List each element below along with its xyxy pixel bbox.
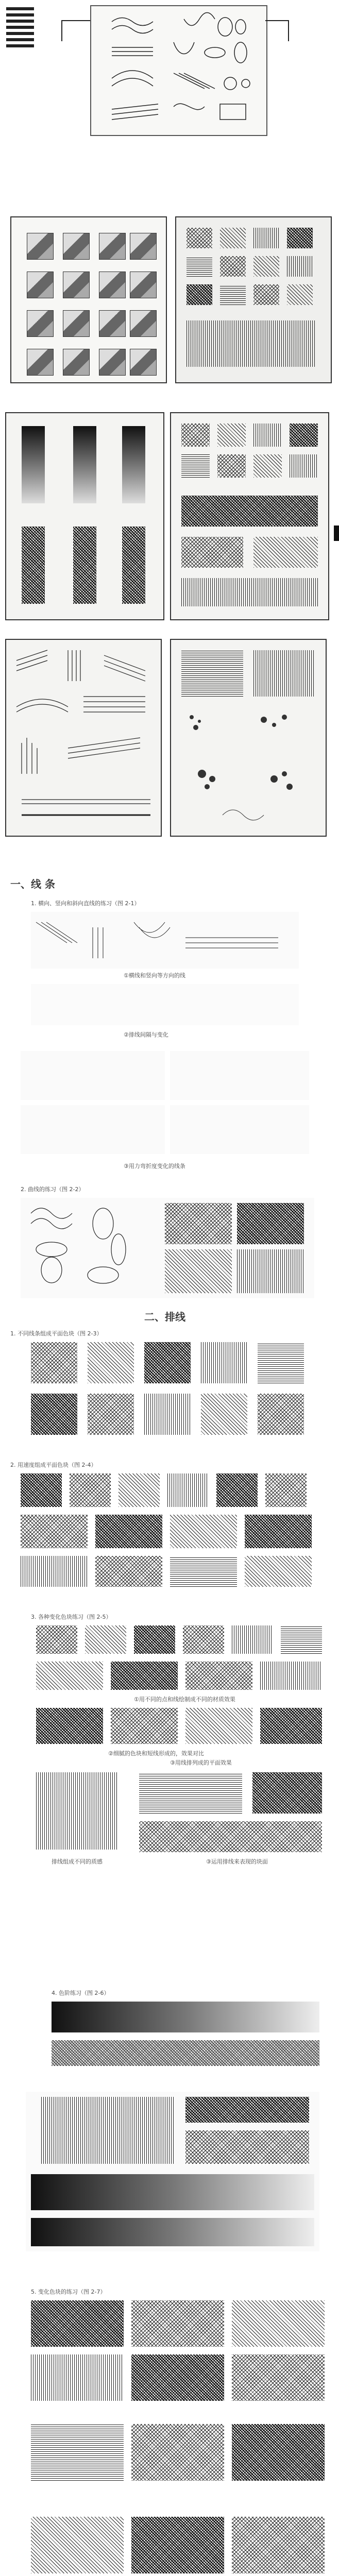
cube-sketch xyxy=(130,272,157,298)
patch-swatch xyxy=(134,1625,175,1654)
value-scale-bar xyxy=(52,2040,319,2066)
caption-5e: ③运用排线来表现的块面 xyxy=(206,1858,268,1865)
curve-texture-swatch xyxy=(237,1249,304,1293)
hatch-swatch xyxy=(187,256,212,277)
cube-sketch xyxy=(130,349,157,376)
texture-swatch xyxy=(253,650,315,697)
patch-swatch xyxy=(131,2517,224,2573)
cube-sketch xyxy=(63,349,90,376)
varied-patch-grid xyxy=(36,1625,325,1976)
patch-swatch xyxy=(131,2354,224,2401)
value-strip xyxy=(122,527,145,604)
curve-texture-swatch xyxy=(165,1203,232,1244)
value-strip xyxy=(73,527,96,604)
patch-swatch xyxy=(131,2424,224,2481)
dense-lines-sketch-2 xyxy=(170,1051,309,1100)
patch-swatch xyxy=(232,2300,325,2347)
value-bar xyxy=(41,2097,175,2164)
patch-swatch xyxy=(232,2424,325,2481)
curve-texture-swatch xyxy=(165,1249,232,1293)
cube-sketch xyxy=(99,272,126,298)
patch-swatch xyxy=(216,1473,258,1507)
lines-section xyxy=(0,876,339,1303)
patch-swatch xyxy=(144,1394,191,1435)
dot-sketches xyxy=(171,702,326,836)
caption-lines-exercise: 1. 横向、竖向和斜向直线的练习（图 2-1） xyxy=(31,900,140,907)
dense-lines-sketch-4 xyxy=(170,1105,309,1154)
caption-5c: ③用线排列成的平面效果 xyxy=(170,1759,232,1766)
value-bar xyxy=(185,2097,309,2123)
patch-swatch xyxy=(185,1708,252,1744)
patch-swatch xyxy=(167,1473,209,1507)
curve-texture-swatch xyxy=(237,1203,304,1244)
cube-sketch xyxy=(99,349,126,376)
hatch-swatch xyxy=(287,284,313,305)
texture-swatch xyxy=(253,454,282,478)
plate-4-line-exercises xyxy=(0,639,339,845)
direction-lines xyxy=(31,912,299,969)
hatch-swatch xyxy=(187,284,212,305)
caption-1c: ③用力弯折度变化的线条 xyxy=(124,1163,185,1170)
value-strip xyxy=(73,426,96,503)
texture-swatch xyxy=(181,496,318,527)
value-strip xyxy=(122,426,145,503)
curves-sketch xyxy=(21,1198,314,1298)
varied-patches-2-section xyxy=(0,2287,339,2576)
hatch-swatch xyxy=(253,256,279,277)
caption-speed-patches: 2. 用速度组成平面色块（图 2-4） xyxy=(10,1462,97,1468)
patch-swatch xyxy=(95,1556,162,1587)
texture-swatch xyxy=(290,423,318,447)
patch-swatch xyxy=(232,2517,325,2573)
patch-swatch xyxy=(232,1625,273,1654)
hatch-grid-panel xyxy=(175,216,332,383)
patch-swatch xyxy=(170,1556,237,1587)
patch-swatch xyxy=(85,1625,126,1654)
value-bar xyxy=(31,2218,314,2246)
hatch-swatch xyxy=(187,228,212,248)
cube-sketch xyxy=(130,233,157,260)
patch-swatch xyxy=(21,1515,88,1548)
patch-swatch xyxy=(139,1772,242,1814)
patch-swatch xyxy=(139,1821,322,1852)
value-strip xyxy=(22,527,45,604)
caption-varied-patches: 3. 各种变化色块练习（图 2-5） xyxy=(31,1614,112,1620)
hatch-swatch xyxy=(187,320,315,367)
value-scale-bar xyxy=(52,2002,319,2032)
varied-patch-2-grid xyxy=(31,2300,325,2576)
patch-swatch xyxy=(21,1556,88,1587)
patch-swatch xyxy=(252,1772,322,1814)
value-strip-panel xyxy=(5,412,164,620)
patch-swatch xyxy=(201,1394,247,1435)
cube-sketch xyxy=(99,310,126,337)
caption-flat-patches: 1. 不同线条组成平面色块（图 2-3） xyxy=(10,1330,103,1337)
hatch-swatch xyxy=(220,256,246,277)
patch-swatch xyxy=(31,2354,124,2401)
texture-swatch xyxy=(253,537,318,568)
caption-varied-patches-2: 5. 变化色块的练习（图 2-7） xyxy=(31,2289,106,2295)
patch-swatch xyxy=(260,1662,322,1690)
dense-lines-sketch-3 xyxy=(21,1105,165,1154)
patch-swatch xyxy=(183,1625,224,1654)
value-strip xyxy=(22,426,45,503)
caption-1a: ①横线和竖向等方向的线 xyxy=(124,972,185,979)
line-sketches xyxy=(6,640,161,836)
section-title-hatching: 二、排线 xyxy=(144,1311,185,1323)
patch-swatch xyxy=(88,1394,134,1435)
cube-study-panel xyxy=(10,216,167,383)
cube-sketch xyxy=(63,233,90,260)
texture-swatch xyxy=(217,454,246,478)
hatch-swatch xyxy=(220,284,246,305)
patch-swatch xyxy=(70,1473,111,1507)
patch-swatch xyxy=(258,1394,304,1435)
patch-swatch xyxy=(111,1662,178,1690)
value-bar xyxy=(31,2174,314,2210)
patch-swatch xyxy=(232,2354,325,2401)
patch-swatch xyxy=(31,1394,77,1435)
caption-5d: 排线组成不同的质感 xyxy=(52,1858,103,1865)
cube-sketch xyxy=(63,310,90,337)
patch-swatch xyxy=(36,1708,103,1744)
line-direction-sketch xyxy=(31,912,299,969)
patch-swatch xyxy=(36,1772,118,1850)
flat-patch-grid xyxy=(31,1342,319,1445)
texture-swatch xyxy=(253,423,282,447)
plate-1-overview xyxy=(0,0,339,155)
cube-sketch xyxy=(99,233,126,260)
patch-swatch xyxy=(144,1342,191,1383)
caption-value-scale: 4. 色阶练习（图 2-6） xyxy=(52,1990,110,1996)
cube-sketch xyxy=(27,310,54,337)
hatch-swatch xyxy=(220,228,246,248)
patch-swatch xyxy=(111,1708,178,1744)
hatch-swatch xyxy=(253,284,279,305)
patch-swatch xyxy=(31,1342,77,1383)
patch-swatch xyxy=(260,1708,322,1744)
texture-swatch xyxy=(217,423,246,447)
hatch-swatch xyxy=(287,228,313,248)
horizontal-lines-sketch xyxy=(31,984,299,1025)
patch-swatch xyxy=(31,2517,124,2573)
dot-texture-panel xyxy=(170,639,327,837)
patch-swatch xyxy=(170,1515,237,1548)
patch-swatch xyxy=(258,1342,304,1383)
texture-swatch xyxy=(181,537,243,568)
patch-swatch xyxy=(201,1342,247,1383)
cube-sketch xyxy=(27,272,54,298)
patch-swatch xyxy=(131,2300,224,2347)
patch-swatch xyxy=(88,1342,134,1383)
texture-grid-panel xyxy=(170,412,329,620)
patch-swatch xyxy=(31,2424,124,2481)
page-edge-tab xyxy=(334,526,339,541)
texture-swatch xyxy=(290,454,318,478)
patch-swatch xyxy=(31,2300,124,2347)
section-title-lines: 一、线 条 xyxy=(10,878,55,890)
caption-5b: ②细腻的色块和短线形成的，效果对比 xyxy=(108,1750,204,1757)
texture-swatch xyxy=(181,423,210,447)
patch-swatch xyxy=(36,1625,77,1654)
plate-2-cubes-and-grid xyxy=(0,216,339,392)
value-bar xyxy=(185,2130,309,2164)
texture-swatch xyxy=(181,454,210,478)
plate-3-value-strips xyxy=(0,412,339,629)
patch-swatch xyxy=(245,1515,312,1548)
cube-sketch xyxy=(130,310,157,337)
patch-swatch xyxy=(245,1556,312,1587)
patch-swatch xyxy=(281,1625,322,1654)
varied-patches-section xyxy=(0,1613,339,1984)
cube-sketch xyxy=(27,349,54,376)
line-exercise-panel xyxy=(5,639,162,837)
cube-sketch xyxy=(63,272,90,298)
texture-swatch xyxy=(181,578,318,606)
speed-patch-grid xyxy=(21,1473,319,1592)
connector-arrows xyxy=(0,0,339,155)
hatch-swatch xyxy=(253,228,279,248)
patch-swatch xyxy=(36,1662,103,1690)
cube-sketch xyxy=(27,233,54,260)
caption-curves: 2. 曲线的练习（图 2-2） xyxy=(21,1186,84,1193)
value-scale-section xyxy=(0,1989,339,2257)
dense-lines-sketch-1 xyxy=(21,1051,165,1100)
hatching-section xyxy=(0,1309,339,1597)
hatch-swatch xyxy=(287,256,313,277)
patch-swatch xyxy=(95,1515,162,1548)
patch-swatch xyxy=(185,1662,252,1690)
patch-swatch xyxy=(265,1473,307,1507)
texture-swatch xyxy=(181,650,243,697)
patch-swatch xyxy=(118,1473,160,1507)
caption-1b: ②排线间隔与变化 xyxy=(124,1031,168,1038)
caption-5a: ①用不同的点和线绘制成不同的材质效果 xyxy=(134,1696,235,1703)
value-scale-panel xyxy=(26,2092,319,2251)
patch-swatch xyxy=(21,1473,62,1507)
